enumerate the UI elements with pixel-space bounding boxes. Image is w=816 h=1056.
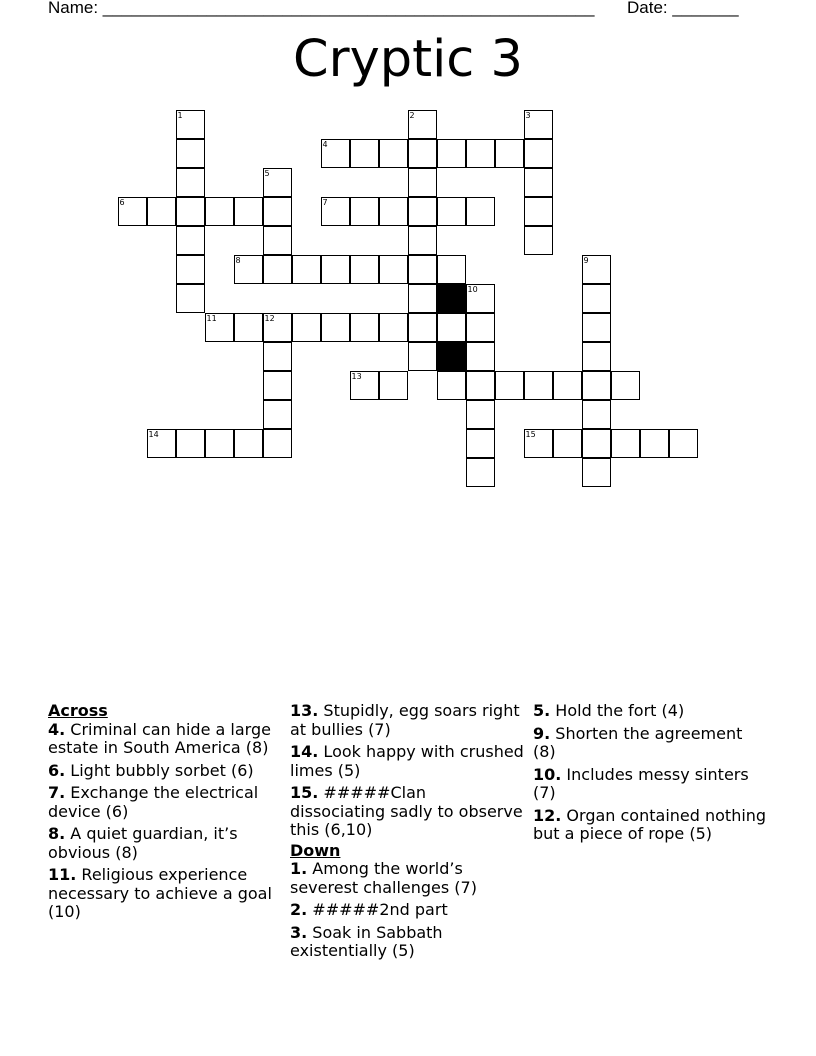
grid-cell[interactable] [321,139,350,168]
grid-cell[interactable] [437,313,466,342]
grid-cell[interactable] [524,197,553,226]
grid-cell[interactable] [408,313,437,342]
clue-number: 14 [148,429,159,439]
grid-cell[interactable] [408,226,437,255]
grid-cell[interactable] [582,255,611,284]
clue-down-3: 3. Soak in Sabbath existentially (5) [290,922,443,960]
clue-number: 4 [322,139,328,149]
grid-cell[interactable] [582,313,611,342]
grid-cell[interactable] [437,139,466,168]
grid-cell[interactable] [234,313,263,342]
grid-cell[interactable] [466,400,495,429]
grid-cell[interactable] [350,371,379,400]
clue-number: 6 [119,197,125,207]
grid-cell[interactable] [176,139,205,168]
grid-cell[interactable] [582,371,611,400]
grid-cell[interactable] [176,284,205,313]
clue-number: 3 [525,110,531,120]
grid-cell[interactable] [292,255,321,284]
grid-cell[interactable] [176,168,205,197]
grid-cell[interactable] [263,429,292,458]
grid-cell[interactable] [524,139,553,168]
grid-cell[interactable] [437,197,466,226]
clues-column-1 [48,702,284,926]
grid-cell[interactable] [176,197,205,226]
grid-cell[interactable] [205,197,234,226]
grid-cell[interactable] [408,342,437,371]
grid-cell[interactable] [437,371,466,400]
grid-cell[interactable] [408,255,437,284]
grid-cell-black [437,284,466,313]
grid-cell[interactable] [408,168,437,197]
grid-cell[interactable] [524,429,553,458]
grid-cell[interactable] [350,139,379,168]
clue-number: 5 [264,168,270,178]
grid-cell[interactable] [176,110,205,139]
grid-cell[interactable] [553,429,582,458]
grid-cell[interactable] [640,429,669,458]
grid-cell[interactable] [234,197,263,226]
clue-number: 2 [409,110,415,120]
grid-cell[interactable] [437,255,466,284]
grid-cell[interactable] [234,429,263,458]
down-heading: Down [290,840,341,860]
grid-cell[interactable] [118,197,147,226]
grid-cell[interactable] [176,429,205,458]
grid-cell-black [437,342,466,371]
clue-across-15: 15. #####Clan dissociating sadly to observe this (6,10) [290,783,523,839]
clue-number: 8 [235,255,241,265]
grid-cell[interactable] [582,400,611,429]
grid-cell[interactable] [234,255,263,284]
grid-cell[interactable] [263,400,292,429]
grid-cell[interactable] [379,313,408,342]
clue-across-6: 6. Light bubbly sorbet (6) [48,760,254,780]
grid-cell[interactable] [408,110,437,139]
grid-cell[interactable] [408,284,437,313]
clue-across-8: 8. A quiet guardian, it’s obvious (8) [48,824,238,862]
grid-cell[interactable] [321,197,350,226]
grid-cell[interactable] [379,255,408,284]
clue-number: 9 [583,255,589,265]
grid-cell[interactable] [379,139,408,168]
clue-across-13: 13. Stupidly, egg soars right at bullies (7) [290,701,520,739]
clue-across-14: 14. Look happy with crushed limes (5) [290,742,524,780]
grid-cell[interactable] [524,226,553,255]
clue-across-4: 4. Criminal can hide a large estate in South America (8) [48,719,271,757]
clue-across-7: 7. Exchange the electrical device (6) [48,783,259,821]
grid-cell[interactable] [495,371,524,400]
grid-cell[interactable] [263,226,292,255]
grid-cell[interactable] [611,371,640,400]
grid-cell[interactable] [321,313,350,342]
grid-cell[interactable] [263,313,292,342]
grid-cell[interactable] [205,313,234,342]
grid-cell[interactable] [582,284,611,313]
grid-cell[interactable] [176,226,205,255]
grid-cell[interactable] [466,342,495,371]
grid-cell[interactable] [466,139,495,168]
grid-cell[interactable] [263,342,292,371]
grid-cell[interactable] [408,197,437,226]
clue-number: 11 [206,313,217,323]
grid-cell[interactable] [292,313,321,342]
grid-cell[interactable] [611,429,640,458]
grid-cell[interactable] [582,342,611,371]
grid-cell[interactable] [205,429,234,458]
grid-cell[interactable] [524,110,553,139]
clue-number: 10 [467,284,478,294]
crossword-grid [0,0,816,500]
grid-cell[interactable] [669,429,698,458]
grid-cell[interactable] [466,313,495,342]
grid-cell[interactable] [524,371,553,400]
grid-cell[interactable] [379,197,408,226]
grid-cell[interactable] [466,429,495,458]
grid-cell[interactable] [582,429,611,458]
grid-cell[interactable] [263,371,292,400]
clue-number: 7 [322,197,328,207]
grid-cell[interactable] [524,168,553,197]
grid-cell[interactable] [176,255,205,284]
clue-number: 12 [264,313,275,323]
grid-cell[interactable] [466,371,495,400]
grid-cell[interactable] [379,371,408,400]
puzzle-title: Cryptic 3 [293,30,523,89]
grid-cell[interactable] [263,255,292,284]
clues-column-2 [290,702,526,965]
grid-cell[interactable] [263,168,292,197]
grid-cell[interactable] [350,313,379,342]
grid-cell[interactable] [321,255,350,284]
clue-down-10: 10. Includes messy sinters (7) [533,764,749,802]
name-field-label: Name: ____________________________________________________ [48,0,595,17]
grid-cell[interactable] [466,458,495,487]
clue-down-2: 2. #####2nd part [290,900,448,919]
grid-cell[interactable] [466,197,495,226]
clue-down-12: 12. Organ contained nothing but a piece of rope (5) [533,805,767,843]
grid-cell[interactable] [147,197,176,226]
grid-cell[interactable] [553,371,582,400]
clue-across-11: 11. Religious experience necessary to achieve a goal (10) [48,865,272,921]
grid-cell[interactable] [466,284,495,313]
grid-cell[interactable] [350,197,379,226]
clue-number: 13 [351,371,362,381]
grid-cell[interactable] [408,139,437,168]
clues-column-3 [533,702,769,848]
clue-down-5: 5. Hold the fort (4) [533,701,685,720]
grid-cell[interactable] [147,429,176,458]
grid-cell[interactable] [350,255,379,284]
clue-number: 1 [177,110,183,120]
clue-down-1: 1. Among the world’s severest challenges (7) [290,859,477,897]
clue-number: 15 [525,429,536,439]
grid-cell[interactable] [263,197,292,226]
date-field-label: Date: _______ [627,0,739,17]
across-heading: Across [48,701,108,720]
grid-cell[interactable] [495,139,524,168]
grid-cell[interactable] [582,458,611,487]
clue-down-9: 9. Shorten the agreement (8) [533,723,743,761]
